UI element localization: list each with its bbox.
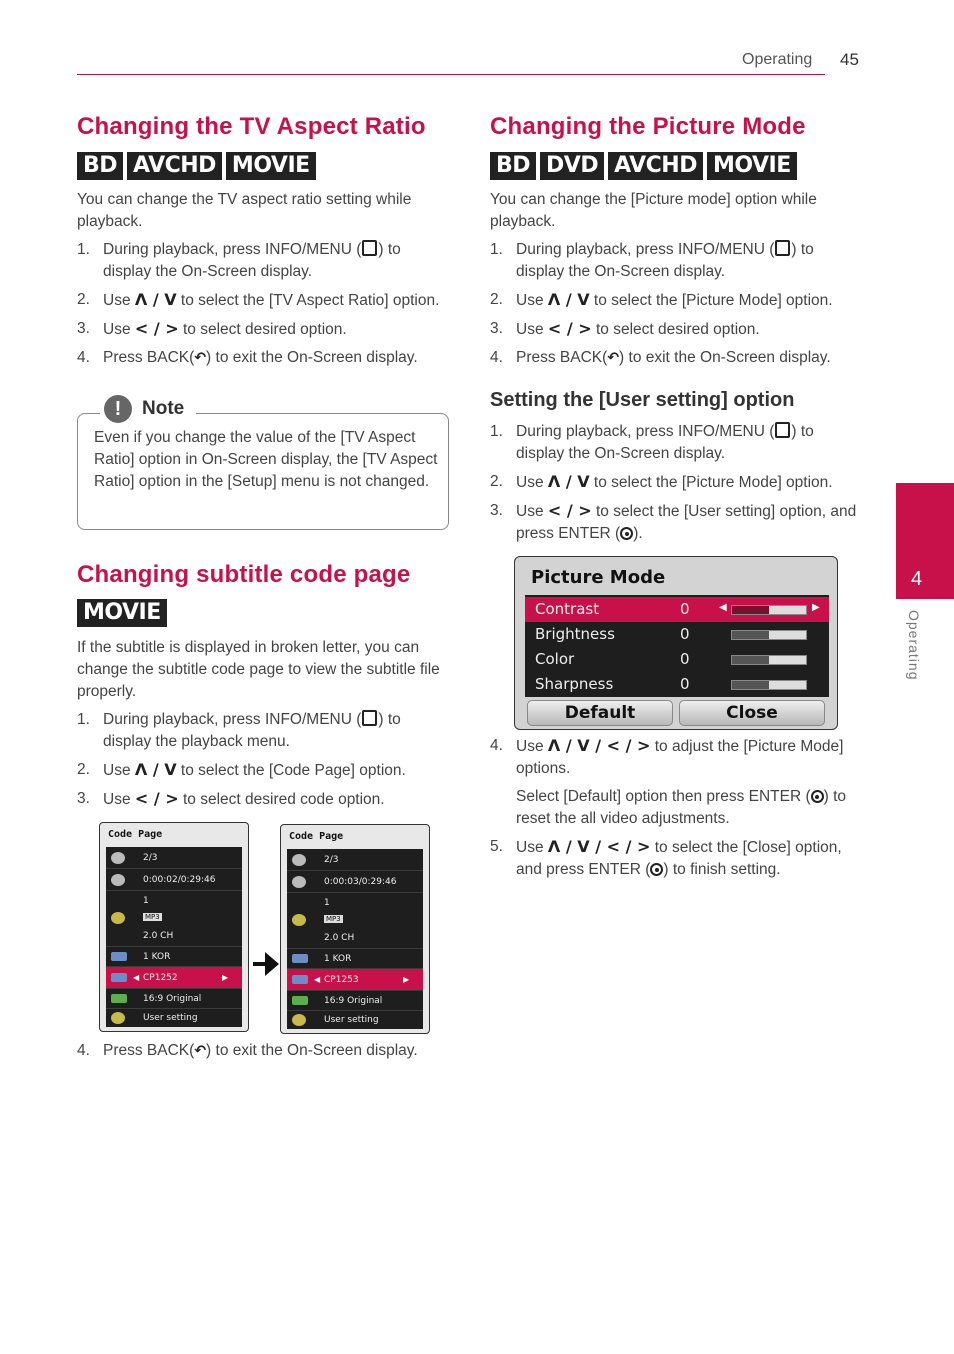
badge-dvd: DVD xyxy=(540,152,604,180)
step: 1. During playback, press INFO/MENU ( ) to display the On-Screen display. xyxy=(490,423,814,462)
speaker-icon xyxy=(111,912,125,924)
osd-row-aspect: 16:9 Original xyxy=(287,991,423,1011)
header-rule xyxy=(77,74,825,75)
tv-aspect-heading: Changing the TV Aspect Ratio xyxy=(77,113,426,140)
level-bar[interactable] xyxy=(731,630,807,640)
level-fill xyxy=(732,656,769,664)
left-arrow-icon: ◀ xyxy=(133,973,140,982)
codepage-icon xyxy=(292,975,308,984)
close-button[interactable]: Close xyxy=(679,700,825,726)
right-arrow-icon: ▶ xyxy=(222,973,229,982)
osd-row-time: 0:00:02/0:29:46 xyxy=(106,869,242,891)
picture-mode-panel xyxy=(514,556,838,730)
badge-avchd: AVCHD xyxy=(608,152,703,180)
osd-row-codepage: ◀ CP1252 ▶ xyxy=(106,967,242,989)
info-menu-icon xyxy=(362,240,377,256)
step: 4. Use Λ / V / < / > to adjust the [Picture Mode] options. Select [Default] option then press ENTER ( ) to reset the all video adjustments. xyxy=(490,736,847,827)
badge-movie: MOVIE xyxy=(77,599,167,627)
setting-row-contrast[interactable]: Contrast 0 ◀ ▶ xyxy=(525,597,829,622)
osd-title: Code Page xyxy=(289,831,344,842)
setting-row-brightness[interactable]: Brightness 0 xyxy=(525,622,829,647)
left-right-arrows-icon: < / > xyxy=(134,319,179,338)
right-arrow-icon: ▶ xyxy=(812,602,820,613)
osd-row-title: 2/3 xyxy=(106,847,242,869)
clock-icon xyxy=(292,876,306,888)
user-setting-steps xyxy=(490,421,862,551)
up-down-arrows-icon: Λ / V xyxy=(547,290,590,309)
tv-aspect-steps xyxy=(77,239,442,375)
clock-icon xyxy=(111,874,125,886)
user-setting-steps-cont xyxy=(490,735,862,887)
badge-bd: BD xyxy=(490,152,536,180)
right-arrow-icon: ▶ xyxy=(403,975,410,984)
disc-icon xyxy=(111,852,125,864)
picture-icon xyxy=(111,1012,125,1024)
note-text: Even if you change the value of the [TV Aspect Ratio] option in On-Screen display, the [TV Aspect Ratio] option in the [Setup] menu is not changed. xyxy=(94,429,438,490)
subtitle-intro: If the subtitle is displayed in broken letter, you can change the subtitle code page to view the subtitle file properly. xyxy=(77,639,440,700)
disc-icon xyxy=(292,854,306,866)
osd-row-subtitle: 1 KOR xyxy=(287,949,423,969)
info-menu-icon xyxy=(775,240,790,256)
direction-arrows-icon: Λ / V / < / > xyxy=(547,837,651,856)
osd-row-audio: 1 MP3 2.0 CH xyxy=(106,891,242,947)
picture-mode-heading: Changing the Picture Mode xyxy=(490,113,806,140)
step: 2. Use Λ / V to select the [TV Aspect Ratio] option. xyxy=(77,290,440,309)
subtitle-badges xyxy=(77,599,167,627)
picture-mode-intro: You can change the [Picture mode] option while playback. xyxy=(490,191,817,230)
step: 2. Use Λ / V to select the [Picture Mode] option. xyxy=(490,472,833,491)
setting-row-sharpness[interactable]: Sharpness 0 xyxy=(525,672,829,697)
user-setting-heading: Setting the [User setting] option xyxy=(490,389,795,411)
note-title: Note xyxy=(142,398,185,419)
step: 5. Use Λ / V / < / > to select the [Close] option, and press ENTER ( ) to finish setting. xyxy=(490,837,842,878)
aspect-icon xyxy=(292,996,308,1005)
osd-row-audio: 1 MP3 2.0 CH xyxy=(287,893,423,949)
osd-row-time: 0:00:03/0:29:46 xyxy=(287,871,423,893)
step: 3. Use < / > to select desired option. xyxy=(77,319,347,338)
step: 4. Press BACK(↶) to exit the On-Screen display. xyxy=(490,349,831,366)
picture-icon xyxy=(292,1014,306,1026)
subtitle-icon xyxy=(111,952,127,961)
left-right-arrows-icon: < / > xyxy=(547,319,592,338)
step: 4. Press BACK(↶) to exit the On-Screen display. xyxy=(77,1042,418,1059)
step: 1. During playback, press INFO/MENU ( ) to display the On-Screen display. xyxy=(77,241,401,280)
level-bar[interactable] xyxy=(731,680,807,690)
code-page-screen-after xyxy=(280,824,430,1034)
step: 3. Use < / > to select desired option. xyxy=(490,319,760,338)
note-header xyxy=(100,395,196,423)
up-down-arrows-icon: Λ / V xyxy=(134,290,177,309)
header-section: Operating xyxy=(742,51,813,68)
up-down-arrows-icon: Λ / V xyxy=(134,760,177,779)
panel-list xyxy=(525,595,829,697)
step: 4. Press BACK(↶) to exit the On-Screen display. xyxy=(77,349,418,366)
step: 1. During playback, press INFO/MENU ( ) to display the playback menu. xyxy=(77,711,401,750)
badge-movie: MOVIE xyxy=(707,152,797,180)
osd-row-title: 2/3 xyxy=(287,849,423,871)
page-number: 45 xyxy=(840,50,859,69)
left-arrow-icon: ◀ xyxy=(719,602,727,613)
osd-list xyxy=(106,847,242,1027)
picture-mode-steps xyxy=(490,239,862,375)
subtitle-step4 xyxy=(77,1040,447,1068)
default-button[interactable]: Default xyxy=(527,700,673,726)
step: 3. Use < / > to select the [User setting] option, and press ENTER ( ). xyxy=(490,501,857,542)
chapter-tab xyxy=(896,483,954,599)
up-down-arrows-icon: Λ / V xyxy=(547,472,590,491)
direction-arrows-icon: Λ / V / < / > xyxy=(547,736,651,755)
left-right-arrows-icon: < / > xyxy=(134,789,179,808)
info-menu-icon xyxy=(362,710,377,726)
enter-icon xyxy=(650,863,663,876)
left-arrow-icon: ◀ xyxy=(314,975,321,984)
subtitle-heading: Changing subtitle code page xyxy=(77,561,411,588)
level-fill xyxy=(732,631,769,639)
aspect-icon xyxy=(111,994,127,1003)
back-icon: ↶ xyxy=(607,350,620,366)
badge-bd: BD xyxy=(77,152,123,180)
panel-title: Picture Mode xyxy=(531,567,666,588)
osd-row-subtitle: 1 KOR xyxy=(106,947,242,967)
step: 3. Use < / > to select desired code option. xyxy=(77,789,385,808)
badge-movie: MOVIE xyxy=(226,152,316,180)
back-icon: ↶ xyxy=(194,350,207,366)
codepage-icon xyxy=(111,973,127,982)
level-fill xyxy=(732,681,769,689)
osd-title: Code Page xyxy=(108,829,163,840)
picture-mode-badges xyxy=(490,152,797,180)
chapter-label: Operating xyxy=(906,610,922,681)
speaker-icon xyxy=(292,914,306,926)
subtitle-icon xyxy=(292,954,308,963)
chapter-number: 4 xyxy=(911,568,923,590)
enter-icon xyxy=(811,790,824,803)
level-fill xyxy=(732,606,769,614)
code-page-screen-before xyxy=(99,822,249,1032)
level-bar[interactable] xyxy=(731,605,807,615)
back-icon: ↶ xyxy=(194,1043,207,1059)
badge-avchd: AVCHD xyxy=(127,152,222,180)
tv-aspect-intro: You can change the TV aspect ratio setting while playback. xyxy=(77,191,412,230)
osd-row-codepage: ◀ CP1253 ▶ xyxy=(287,969,423,991)
step: 1. During playback, press INFO/MENU ( ) to display the On-Screen display. xyxy=(490,241,814,280)
enter-icon xyxy=(620,527,633,540)
osd-row-picture: User setting xyxy=(287,1011,423,1029)
setting-row-color[interactable]: Color 0 xyxy=(525,647,829,672)
tv-aspect-badges xyxy=(77,152,316,180)
osd-list xyxy=(287,849,423,1029)
arrow-right-icon xyxy=(253,950,279,978)
step: 2. Use Λ / V to select the [Code Page] option. xyxy=(77,760,406,779)
level-bar[interactable] xyxy=(731,655,807,665)
subtitle-steps xyxy=(77,709,447,817)
left-right-arrows-icon: < / > xyxy=(547,501,592,520)
info-menu-icon xyxy=(775,422,790,438)
osd-row-picture: User setting xyxy=(106,1009,242,1027)
warning-icon: ! xyxy=(104,395,132,423)
osd-row-aspect: 16:9 Original xyxy=(106,989,242,1009)
step: 2. Use Λ / V to select the [Picture Mode] option. xyxy=(490,290,833,309)
